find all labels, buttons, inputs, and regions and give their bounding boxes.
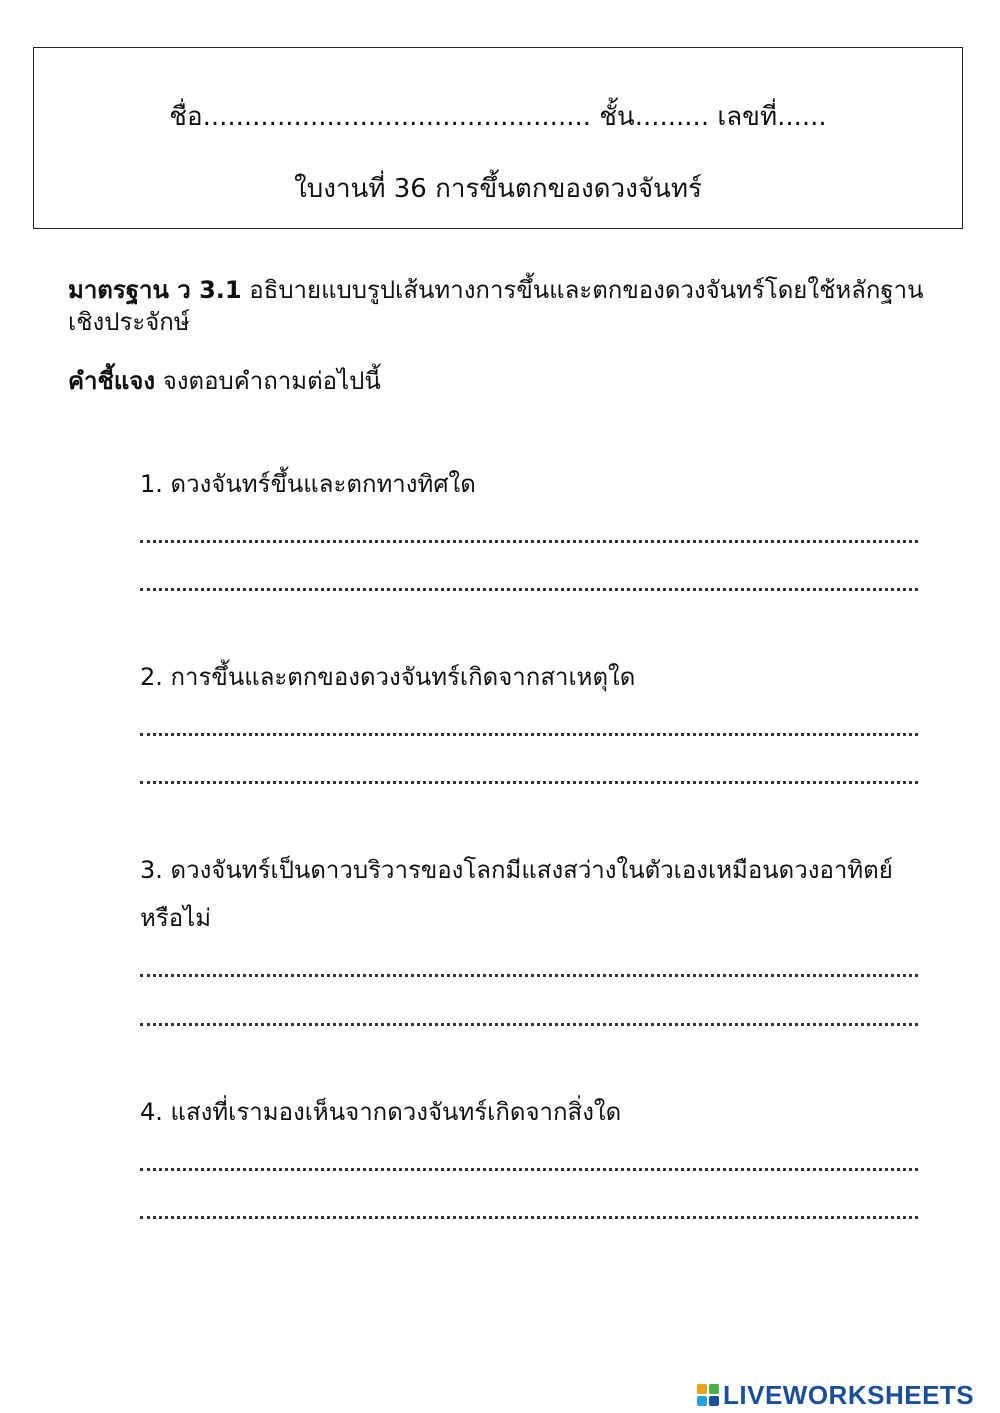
instruction-label: คำชี้แจง (68, 367, 156, 395)
brand-name: LIVEWORKSHEETS (723, 1379, 975, 1410)
answer-line-4b[interactable] (140, 1206, 918, 1219)
name-field[interactable]: ............................................... (202, 102, 592, 132)
number-label: เลขที่ (717, 102, 778, 132)
class-label: ชั้น (599, 102, 635, 132)
answer-line-4a[interactable] (140, 1158, 918, 1171)
student-info-line (34, 96, 962, 137)
question-4: 4. แสงที่เรามองเห็นจากดวงจันทร์เกิดจากสิ่งใด (140, 1098, 622, 1126)
answer-line-3a[interactable] (140, 964, 918, 977)
standard-text: อธิบายแบบรูปเส้นทางการขึ้นและตกของดวงจันทร์โดยใช้หลักฐานเชิงประจักษ์ (68, 276, 924, 336)
header-box (33, 47, 963, 229)
instruction-text: จงตอบคำถามต่อไปนี้ (162, 367, 381, 395)
answer-line-3b[interactable] (140, 1013, 918, 1026)
standard-section (68, 274, 928, 338)
answer-line-2b[interactable] (140, 771, 918, 784)
instruction-section (68, 365, 928, 397)
question-2: 2. การขึ้นและตกของดวงจันทร์เกิดจากสาเหตุใด (140, 663, 636, 691)
question-3: 3. ดวงจันทร์เป็นดาวบริวารของโลกมีแสงสว่างในตัวเองเหมือนดวงอาทิตย์หรือไม่ (140, 856, 893, 932)
class-field[interactable]: ......... (634, 102, 710, 132)
question-1: 1. ดวงจันทร์ขึ้นและตกทางทิศใด (140, 470, 476, 498)
liveworksheets-logo (697, 1380, 997, 1410)
name-label: ชื่อ (169, 102, 203, 132)
number-field[interactable]: ...... (777, 102, 827, 132)
standard-label: มาตรฐาน ว 3.1 (68, 276, 242, 304)
answer-line-2a[interactable] (140, 723, 918, 736)
logo-mark-icon (697, 1384, 719, 1406)
answer-line-1b[interactable] (140, 578, 918, 591)
answer-line-1a[interactable] (140, 530, 918, 543)
worksheet-title: ใบงานที่ 36 การขึ้นตกของดวงจันทร์ (294, 174, 702, 204)
